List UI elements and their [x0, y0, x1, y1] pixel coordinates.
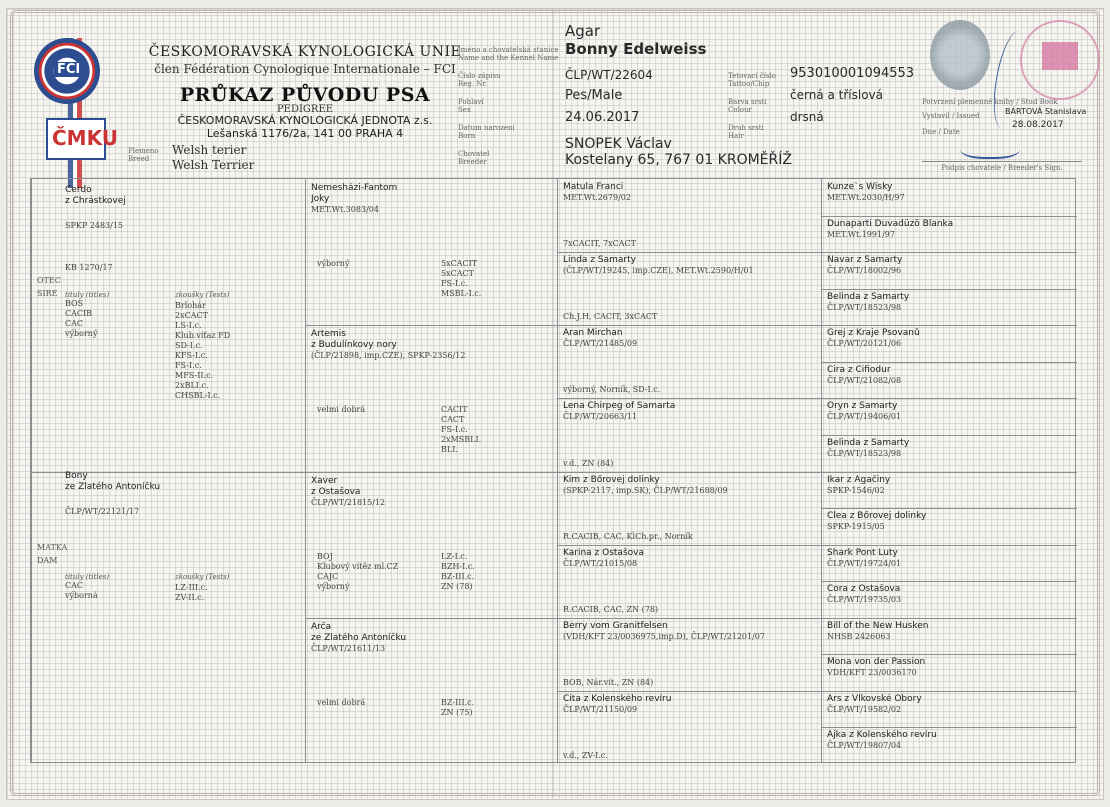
- gen1-dam: Bony ze Zlatého Antoníčku ČLP/WT/22121/17 tituly (titles) zkoušky (Tests) CAC výborná LZ-III.c. ZV-II.c.: [65, 471, 230, 602]
- org-name: ČESKOMORAVSKÁ KYNOLOGICKÁ UNIE: [148, 44, 462, 60]
- ancestor-name: Ajka z Kolenského revíru: [827, 730, 937, 741]
- ancestor-name: Shark Pont Luty: [827, 547, 898, 558]
- ancestor-name: Oryn z Šamarty: [827, 401, 898, 412]
- chip-label: Tetovací číslo Tattoo/Chip: [728, 72, 777, 88]
- ancestor-name: Artemis: [311, 329, 346, 340]
- gen4-ancestor: [827, 401, 1073, 433]
- ancestor-reg: SPKP-1546/02: [827, 485, 885, 495]
- ancestor-name: Linda z Šamarty: [563, 255, 636, 266]
- ancestor-reg: ČLP/WT/21611/13: [311, 643, 386, 653]
- divider-gen4: [821, 362, 1077, 363]
- ancestor-reg: ČLP/WT/21485/09: [563, 339, 638, 349]
- ancestor-name: Cita z Kolenského revíru: [563, 693, 672, 704]
- dog-name-line1: Agar: [565, 22, 601, 40]
- col-gen1: [31, 179, 32, 762]
- ancestor-reg: ČLP/WT/21150/09: [563, 704, 638, 714]
- colour-value: černá a tříslová: [790, 88, 883, 102]
- gen3-ancestor: [563, 255, 817, 322]
- ancestor-titles: R.CACIB, CAC, KlCh.pr., Norník: [563, 531, 693, 541]
- sire-label: OTEC SIRE: [37, 276, 61, 298]
- ancestor-reg: MET.Wt.2679/02: [563, 193, 631, 202]
- ancestor-reg: ČLP/WT/19735/03: [827, 595, 902, 605]
- dog-reg: ČLP/WT/22604: [565, 68, 653, 82]
- ancestor-name: Kunze`s Wisky: [827, 182, 893, 192]
- gen4-ancestor: [827, 584, 1073, 616]
- divider-gen4: [821, 691, 1077, 692]
- fci-member: člen Fédération Cynologique Internationale – FCI: [154, 62, 456, 76]
- ancestor-name: Karina z Ostašova: [563, 547, 644, 558]
- ancestor-name: Cora z Ostašova: [827, 584, 901, 595]
- page-title: PRŮKAZ PŮVODU PSA: [179, 84, 431, 106]
- issued-date: 28.08.2017: [1012, 120, 1064, 130]
- ancestor-reg: MET.Wt.2030/H/97: [827, 193, 905, 202]
- gen4-ancestor: [827, 730, 1073, 762]
- ancestor-name: Navar z Šamarty: [827, 255, 903, 266]
- ancestor-titles: R.CACIB, CAC, ZN (78): [563, 604, 659, 614]
- ancestor-reg: ČLP/WT/21082/08: [827, 375, 902, 385]
- ancestor-reg: ČLP/WT/19406/01: [827, 412, 902, 422]
- pedigree-table: [30, 178, 1076, 763]
- ancestor-titles: 7xCACIT, 7xCACT: [563, 239, 636, 249]
- ancestor-reg: MET.Wt.3083/04: [311, 205, 379, 214]
- dam-label: MATKA DAM: [37, 543, 68, 565]
- divider-gen4: [821, 545, 1077, 546]
- gen3-ancestor: [563, 401, 817, 468]
- ancestor-reg: ČLP/WT/21815/12: [311, 497, 386, 507]
- ancestor-reg: ČLP/WT/19724/01: [827, 558, 902, 568]
- ancestor-name: Bill of the New Husken: [827, 620, 929, 631]
- sign-label: Podpis chovatele / Breeder's Sign.: [922, 161, 1082, 172]
- gen4-ancestor: [827, 511, 1073, 543]
- studbook-stamp: [1020, 20, 1100, 100]
- ancestor-name: Berry vom Granitfelsen: [563, 620, 668, 631]
- club-address: Lešanská 1176/2a, 141 00 PRAHA 4: [206, 127, 404, 140]
- ancestor-reg: (SPKP-2117, imp.SK), ČLP/WT/21688/09: [563, 485, 728, 495]
- divider-gen4: [821, 508, 1077, 509]
- ancestor-name: Mona von der Passion: [827, 657, 926, 668]
- dog-born: 24.06.2017: [565, 110, 640, 125]
- club-name: ČESKOMORAVSKÁ KYNOLOGICKÁ JEDNOTA z.s.: [177, 114, 433, 127]
- fci-logo-text: FCI: [54, 62, 83, 77]
- gen4-ancestor: [827, 657, 1073, 689]
- ancestor-grade: výborný: [317, 259, 350, 268]
- born-label: Datum narození Born: [458, 124, 515, 140]
- gen3-ancestor: [563, 182, 817, 249]
- divider-gen4: [821, 435, 1077, 436]
- ancestor-reg: ČLP/WT/18002/96: [827, 266, 902, 276]
- ancestor-name: Kim z Bőrovej dolinky: [563, 474, 660, 485]
- dog-name-line2: Bonny Edelweiss: [565, 40, 707, 58]
- ancestor-tests: CACIT CACT FS-I.c. 2xMSBLI. BLI.: [441, 405, 482, 455]
- gen4-ancestor: [827, 694, 1073, 726]
- ancestor-titles: v.d., ZN (84): [563, 458, 614, 468]
- ancestor-kennel: ze Zlatého Antoníčku: [311, 632, 407, 643]
- ancestor-reg: (VDH/KFT 23/0036975,imp.D), ČLP/WT/21201/07: [563, 631, 765, 641]
- ancestor-reg: (ČLP/21898, imp.CZE), SPKP-2356/12: [311, 351, 466, 361]
- ancestor-reg: ČLP/WT/18523/98: [827, 448, 902, 458]
- gen4-ancestor: [827, 548, 1073, 580]
- ancestor-titles: v.d., ZV-I.c.: [563, 751, 608, 760]
- ancestor-reg: SPKP-1915/05: [827, 522, 885, 532]
- gen4-ancestor: [827, 438, 1073, 470]
- breeder-name: SNOPEK Václav: [565, 136, 672, 152]
- divider-gen4: [821, 252, 1077, 253]
- gen2-ancestor: [311, 622, 551, 760]
- ancestor-grade: velmi dobrá: [317, 697, 366, 707]
- ancestor-name: Dunaparti Duvadüzö Blanka: [827, 218, 954, 229]
- ancestor-reg: (ČLP/WT/19245, imp.CZE), MET.Wt.2590/H/01: [563, 266, 754, 276]
- gen2-ancestor: [311, 183, 551, 321]
- divider-gen4: [821, 618, 1077, 619]
- breeder-label: Chovatel Breeder: [458, 150, 490, 166]
- hair-value: drsná: [790, 110, 824, 124]
- hair-label: Druh srsti Hair: [728, 124, 764, 140]
- cmku-logo: [46, 118, 118, 160]
- colour-label: Barva srsti Colour: [728, 98, 767, 114]
- chip-number: 953010001094553: [790, 66, 915, 81]
- ancestor-grade: BOJ Klubový vítěz ml.CZ CAJC výborný: [317, 551, 399, 591]
- ancestor-reg: VDH/KFT 23/0036170: [827, 668, 917, 678]
- ancestor-titles: BOB, Nár.vít., ZN (84): [563, 677, 654, 687]
- stud-confirm: Potvrzení plemenné knihy / Stud Book: [922, 98, 1058, 106]
- gen3-ancestor: [563, 328, 817, 395]
- divider-gen4: [821, 216, 1077, 217]
- gen4-ancestor: [827, 621, 1073, 653]
- ancestor-kennel: z Ostašova: [311, 486, 361, 497]
- ancestor-tests: LZ-I.c. BZH-I.c. BZ-III.c. ZN (78): [441, 551, 475, 591]
- ancestor-reg: ČLP/WT/20121/06: [827, 339, 902, 349]
- ancestor-reg: ČLP/WT/19807/04: [827, 741, 902, 751]
- ancestor-tests: 5xCACIT 5xCACT FS-I.c. MSBL-I.c.: [441, 259, 482, 298]
- ancestor-name: Lena Chirpeg of Šamarta: [563, 401, 676, 412]
- col-gen4: [821, 179, 822, 762]
- ancestor-kennel: Joky: [311, 194, 330, 204]
- ancestor-reg: ČLP/WT/21015/08: [563, 558, 638, 568]
- breed-en: Welsh Terrier: [172, 158, 255, 172]
- ancestor-name: Ikar z Agačiny: [827, 474, 891, 485]
- divider-gen4: [821, 398, 1077, 399]
- ancestor-kennel: z Budulínkovy nory: [311, 340, 397, 351]
- ancestor-name: Ars z Vlkovské Obory: [827, 693, 922, 704]
- breed-label: Plemeno Breed: [128, 147, 159, 163]
- ancestor-grade: velmi dobrá: [317, 405, 366, 415]
- gen4-ancestor: [827, 255, 1073, 287]
- col-gen3: [557, 179, 558, 762]
- ancestor-reg: MET.Wt.1991/97: [827, 229, 895, 239]
- gen1-sire: Cerdo z Chrástkovej SPKP 2483/15 KB 1270/17 tituly (titles) zkoušky (Tests) BOS CACIB CAC výborný Brlohár 2xCACT LS-I.c. Klub.víťaz FD SD-I.c. KFS-I.c. FS-I.c. MFS-II.c. 2xBLI.c. CHSBL-I.c.: [65, 185, 231, 400]
- ancestor-name: Matula Franci: [563, 182, 624, 192]
- page-subtitle: PEDIGREE: [276, 104, 334, 115]
- gen4-ancestor: [827, 182, 1073, 214]
- date-label: Dne / Date: [922, 128, 960, 136]
- reg-label: Číslo zápisu Reg. Nr.: [458, 72, 501, 88]
- fci-logo: [34, 38, 100, 104]
- issued-label: Vystavil / Issued: [922, 112, 980, 120]
- gen3-ancestor: [563, 621, 817, 688]
- ancestor-name: Xaver: [311, 475, 338, 486]
- ancestor-name: Belinda z Šamarty: [827, 291, 910, 302]
- ancestor-reg: NHSB 2426063: [827, 631, 891, 641]
- ancestor-titles: výborný, Norník, SD-I.c.: [563, 385, 661, 395]
- cmku-logo-text: ČMKU: [52, 126, 118, 150]
- ancestor-name: Aran Mirchan: [563, 328, 623, 339]
- dog-sex: Pes/Male: [565, 88, 623, 103]
- ancestor-name: Grej z Kraje Psovanů: [827, 328, 920, 339]
- breed-cz: Welsh terier: [172, 143, 247, 157]
- gen3-ancestor: [563, 694, 817, 761]
- ancestor-titles: Ch.J.H, CACIT, 3xCACT: [563, 312, 658, 322]
- divider-gen4: [821, 581, 1077, 582]
- col-gen2: [305, 179, 306, 762]
- gen3-ancestor: [563, 548, 817, 615]
- ancestor-name: Clea z Bőrovej dolinky: [827, 511, 927, 522]
- gen4-ancestor: [827, 475, 1073, 507]
- gen2-ancestor: [311, 329, 551, 467]
- name-label: Jméno a chovatelská stanice Name and the Kennel Name: [458, 46, 559, 62]
- gen4-ancestor: [827, 365, 1073, 397]
- hologram-stamp: [930, 20, 990, 90]
- ancestor-name: Arča: [311, 621, 332, 632]
- ancestor-name: Nemesházi-Fantom: [311, 183, 398, 193]
- sex-label: Pohlaví Sex: [458, 98, 484, 114]
- divider-gen4: [821, 654, 1077, 655]
- divider-gen4: [821, 727, 1077, 728]
- ancestor-reg: ČLP/WT/18523/98: [827, 302, 902, 312]
- ancestor-reg: ČLP/WT/19582/02: [827, 704, 902, 714]
- gen4-ancestor: [827, 292, 1073, 324]
- divider-gen4: [821, 472, 1077, 473]
- divider-gen4: [821, 325, 1077, 326]
- divider-gen4: [821, 289, 1077, 290]
- gen4-ancestor: [827, 328, 1073, 360]
- ancestor-tests: BZ-III.c. ZN (75): [441, 697, 475, 717]
- gen3-ancestor: [563, 475, 817, 542]
- gen4-ancestor: [827, 219, 1073, 251]
- ancestor-reg: ČLP/WT/20663/11: [563, 412, 638, 422]
- issued-by: BÁRTOVÁ Stanislava: [1005, 107, 1087, 116]
- breeder-address: Kostelany 65, 767 01 KROMĚŘÍŽ: [565, 152, 792, 168]
- ancestor-name: Cira z Cifiodur: [827, 364, 891, 375]
- ancestor-name: Belinda z Šamarty: [827, 437, 910, 448]
- gen2-ancestor: [311, 476, 551, 614]
- breeder-signature: [960, 135, 1020, 159]
